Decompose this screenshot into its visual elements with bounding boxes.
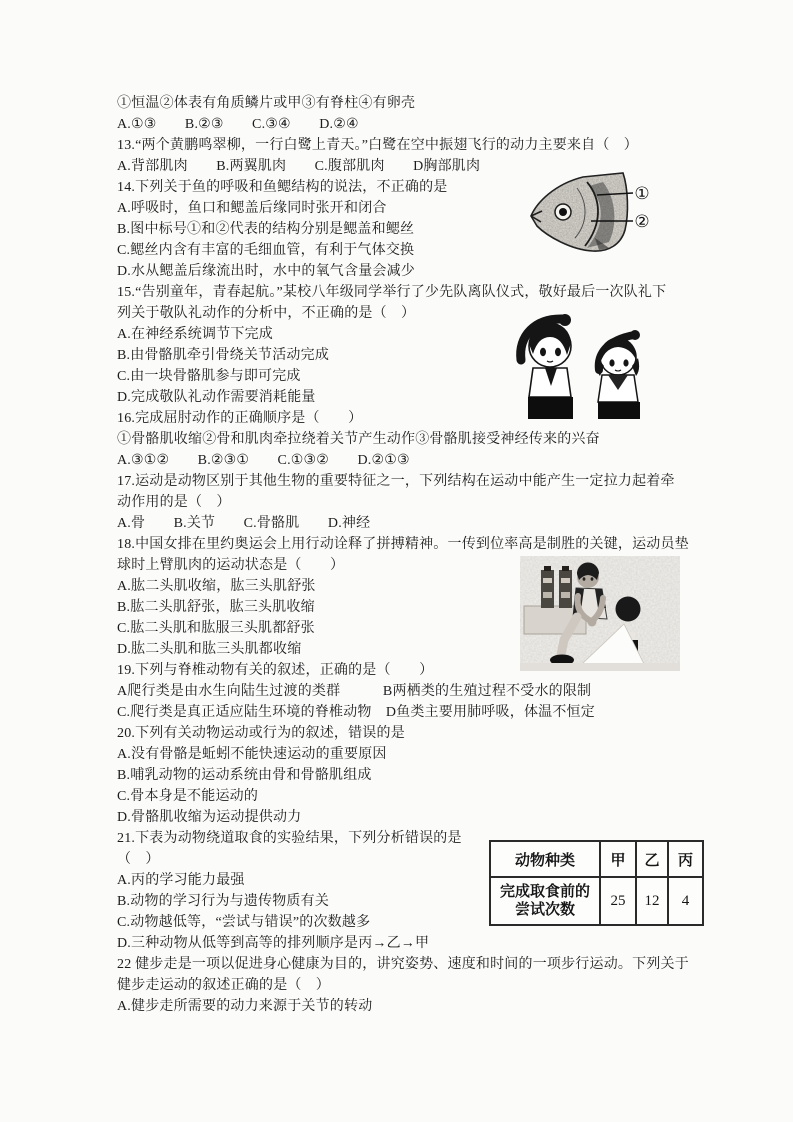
table-header-col-yi: 乙 — [636, 841, 668, 877]
fish-body — [525, 168, 635, 263]
text-line-24: A.肱二头肌收缩，肱三头肌舒张 — [117, 579, 316, 594]
text-line-17: ①骨骼肌收缩②骨和肌肉牵拉绕着关节产生动作③骨骼肌接受神经传来的兴奋 — [117, 432, 600, 447]
text-line-23: 球时上臂肌肉的运动状态是（ ） — [117, 558, 345, 573]
salute-figure — [505, 308, 645, 420]
text-line-19: 17.运动是动物区别于其他生物的重要特征之一，下列结构在运动中能产生一定拉力起着牵 — [117, 474, 675, 489]
text-line-42: 22 健步走是一项以促进身心健康为目的，讲究姿势、速度和时间的一项步行运动。下列关于 — [117, 957, 689, 972]
text-line-16: 16.完成屈肘动作的正确顺序是（ ） — [117, 411, 363, 426]
table-header-row — [490, 841, 703, 877]
table-row-label-line1: 完成取食前的 — [499, 884, 590, 900]
text-line-32: A.没有骨骼是蚯蚓不能快速运动的重要原因 — [117, 747, 387, 762]
fish-label-2-glyph: ② — [634, 212, 650, 231]
volleyball-player-photo — [520, 556, 680, 671]
table-row-label — [490, 877, 600, 925]
text-line-41: D.三种动物从低等到高等的排列顺序是丙→乙→甲 — [117, 936, 430, 951]
text-line-28: 19.下列与脊椎动物有关的叙述，正确的是（ ） — [117, 663, 434, 678]
fish-gill-illustration — [525, 168, 690, 263]
text-line-1: ①恒温②体表有角质鳞片或甲③有脊柱④有卵壳 — [117, 96, 416, 111]
text-line-34: C.骨本身是不能运动的 — [117, 789, 259, 804]
fish-label-1-glyph: ① — [634, 184, 650, 203]
saluting-students-illustration — [505, 308, 645, 420]
table-value-bing: 4 — [668, 877, 703, 925]
text-line-12: A.在神经系统调节下完成 — [117, 327, 274, 342]
table-value-yi: 12 — [636, 877, 668, 925]
volleyball-figure — [520, 556, 680, 671]
text-line-43: 健步走运动的叙述正确的是（ ） — [117, 978, 330, 993]
table-header-col-bing: 丙 — [668, 841, 703, 877]
ball — [616, 597, 641, 622]
text-line-30: C.爬行类是真正适应陆生环境的脊椎动物 D鱼类主要用肺呼吸，体温不恒定 — [117, 705, 595, 720]
text-line-31: 20.下列有关动物运动或行为的叙述，错误的是 — [117, 726, 405, 741]
table-value-jia: 25 — [600, 877, 636, 925]
text-line-33: B.哺乳动物的运动系统由骨和骨骼肌组成 — [117, 768, 372, 783]
saluting-girl — [597, 330, 640, 419]
text-line-25: B.肱二头肌舒张，肱三头肌收缩 — [117, 600, 315, 615]
text-line-44: A.健步走所需要的动力来源于关节的转动 — [117, 999, 373, 1014]
text-line-14: C.由一块骨骼肌参与即可完成 — [117, 369, 301, 384]
text-line-22: 18.中国女排在里约奥运会上用行动诠释了拼搏精神。一传到位率高是制胜的关键，运动员垫 — [117, 537, 689, 552]
text-line-37: （ ） — [117, 852, 160, 867]
text-line-7: B.图中标号①和②代表的结构分别是鳃盖和鳃丝 — [117, 222, 415, 237]
text-line-18: A.③①② B.②③① C.①③② D.②①③ — [117, 453, 410, 468]
text-line-13: B.由骨骼肌牵引骨绕关节活动完成 — [117, 348, 330, 363]
text-line-40: C.动物越低等，“尝试与错误”的次数越多 — [117, 915, 371, 930]
experiment-table — [489, 840, 704, 926]
text-line-10: 15.“告别童年，青春起航。”某校八年级同学举行了少先队离队仪式，敬好最后一次队礼下 — [117, 285, 667, 300]
fish-gill-figure — [525, 168, 690, 263]
text-line-3: 13.“两个黄鹏鸣翠柳，一行白鹭上青天。”白鹭在空中振翅飞行的动力主要来自（ ） — [117, 138, 638, 153]
text-line-27: D.肱二头肌和肱三头肌都收缩 — [117, 642, 302, 657]
table-row-label-line2: 尝试次数 — [514, 902, 575, 918]
text-line-11: 列关于敬队礼动作的分析中，不正确的是（ ） — [117, 306, 416, 321]
text-line-20: 动作用的是（ ） — [117, 495, 231, 510]
text-line-26: C.肱二头肌和肱服三头肌都舒张 — [117, 621, 315, 636]
text-line-2: A.①③ B.②③ C.③④ D.②④ — [117, 117, 359, 132]
text-line-4: A.背部肌肉 B.两翼肌肉 C.腹部肌肉 D胸部肌肉 — [117, 159, 481, 174]
text-line-39: B.动物的学习行为与遗传物质有关 — [117, 894, 330, 909]
text-line-15: D.完成敬队礼动作需要消耗能量 — [117, 390, 316, 405]
text-line-9: D.水从鳃盖后缘流出时，水中的氧气含量会减少 — [117, 264, 416, 279]
text-line-36: 21.下表为动物绕道取食的实验结果，下列分析错误的是 — [117, 831, 462, 846]
table-header-species: 动物种类 — [490, 841, 600, 877]
saluting-boy — [521, 314, 573, 419]
text-line-35: D.骨骼肌收缩为运动提供动力 — [117, 810, 302, 825]
text-line-38: A.丙的学习能力最强 — [117, 873, 245, 888]
table-data-row — [490, 877, 703, 925]
table-header-col-jia: 甲 — [600, 841, 636, 877]
text-line-5: 14.下列关于鱼的呼吸和鱼鳃结构的说法，不正确的是 — [117, 180, 448, 195]
text-line-29: A爬行类是由水生向陆生过渡的类群 B两栖类的生殖过程不受水的限制 — [117, 684, 592, 699]
text-line-8: C.鳃丝内含有丰富的毛细血管，有利于气体交换 — [117, 243, 415, 258]
text-line-6: A.呼吸时，鱼口和鳃盖后缘同时张开和闭合 — [117, 201, 387, 216]
text-line-21: A.骨 B.关节 C.骨骼肌 D.神经 — [117, 516, 371, 531]
